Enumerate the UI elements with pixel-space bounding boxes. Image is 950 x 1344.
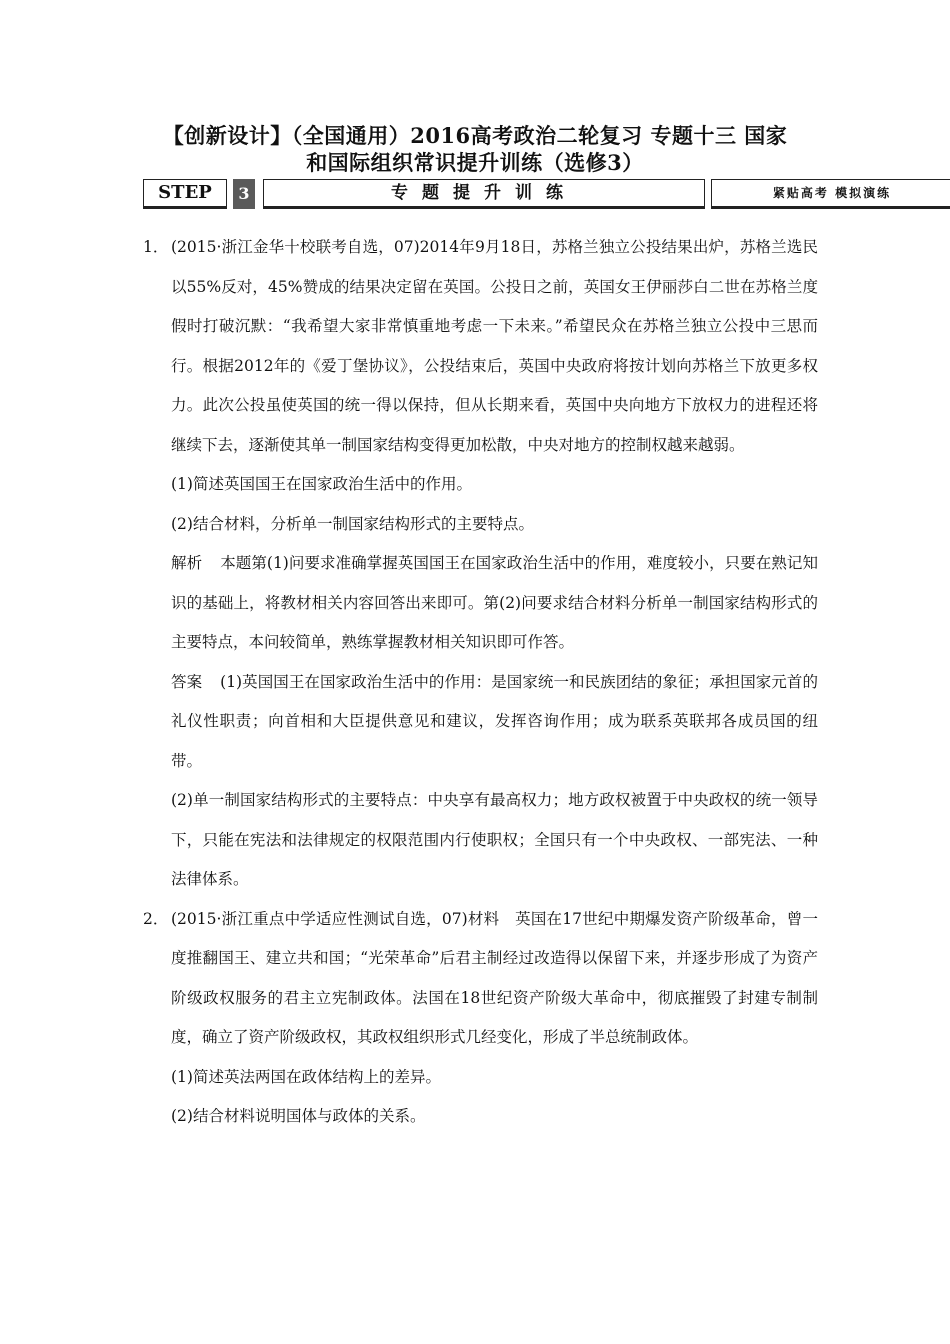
- analysis-label: 解析: [171, 554, 203, 572]
- question-1: [143, 228, 818, 465]
- sub-question-2: (2)结合材料说明国体与政体的关系。: [171, 1107, 426, 1125]
- answer-text-1: (1)英国国王在国家政治生活中的作用：是国家统一和民族团结的象征；承担国家元首的礼仪性职责；向首相和大臣提供意见和建议，发挥咨询作用；成为联系英联邦各成员国的纽带。: [171, 672, 818, 770]
- step-number: 3: [233, 179, 255, 209]
- sub-question-2: (2)结合材料，分析单一制国家结构形式的主要特点。: [171, 514, 534, 533]
- analysis-paragraph: [143, 544, 818, 663]
- step-banner: [143, 179, 892, 209]
- answer-label: 答案: [171, 672, 203, 691]
- analysis-text: 本题第(1)问要求准确掌握英国国王在国家政治生活中的作用，难度较小，只要在熟记知识的基础上，将教材相关内容回答出来即可。第(2)问要求结合材料分析单一制国家结构形式的主要特点，本问较简单，熟练掌握教材相关知识即可作答。: [171, 554, 818, 651]
- section-subtitle: 紧贴高考 模拟演练: [711, 179, 950, 209]
- question-stem: (2015·浙江金华十校联考自选，07)2014年9月18日，苏格兰独立公投结果出炉，苏格兰选民以55%反对，45%赞成的结果决定留在英国。公投日之前，英国女王伊丽莎白二世在苏格兰度假时打破沉默：“我希望大家非常慎重地考虑一下未来。”希望民众在苏格兰独立公投中三思而行。根据2012年的《爱丁堡协议》，公投结束后，英国中央政府将按计划向苏格兰下放更多权力。此次公投虽使英国的统一得以保持，但从长期来看，英国中央向地方下放权力的进程还将继续下去，逐渐使其单一制国家结构变得更加松散，中央对地方的控制权越来越弱。: [171, 238, 818, 454]
- answer-paragraph-2: (2)单一制国家结构形式的主要特点：中央享有最高权力；地方政权被置于中央政权的统一领导下，只能在宪法和法律规定的权限范围内行使职权；全国只有一个中央政权、一部宪法、一种法律体系。: [171, 791, 818, 888]
- sub-question-1: (1)简述英法两国在政体结构上的差异。: [171, 1067, 441, 1086]
- title-line-1: 【创新设计】（全国通用）2016高考政治二轮复习 专题十三 国家: [162, 123, 788, 148]
- answer-paragraph-1: [143, 663, 818, 782]
- step-label: STEP: [143, 179, 227, 209]
- question-2: [143, 900, 818, 1058]
- sub-question-1: (1)简述英国国王在国家政治生活中的作用。: [171, 475, 472, 493]
- question-number: 2．: [143, 909, 169, 928]
- questions-body: [143, 228, 818, 1137]
- title-line-2: 和国际组织常识提升训练（选修3）: [306, 150, 644, 175]
- section-title: 专题提升训练: [263, 179, 705, 209]
- document-title: [120, 122, 830, 176]
- question-number: 1．: [143, 238, 169, 256]
- question-stem: (2015·浙江重点中学适应性测试自选，07)材料 英国在17世纪中期爆发资产阶级革命，曾一度推翻国王、建立共和国；“光荣革命”后君主制经过改造得以保留下来，并逐步形成了为资产阶级政权服务的君主立宪制政体。法国在18世纪资产阶级大革命中，彻底摧毁了封建专制制度，确立了资产阶级政权，其政权组织形式几经变化，形成了半总统制政体。: [171, 909, 818, 1046]
